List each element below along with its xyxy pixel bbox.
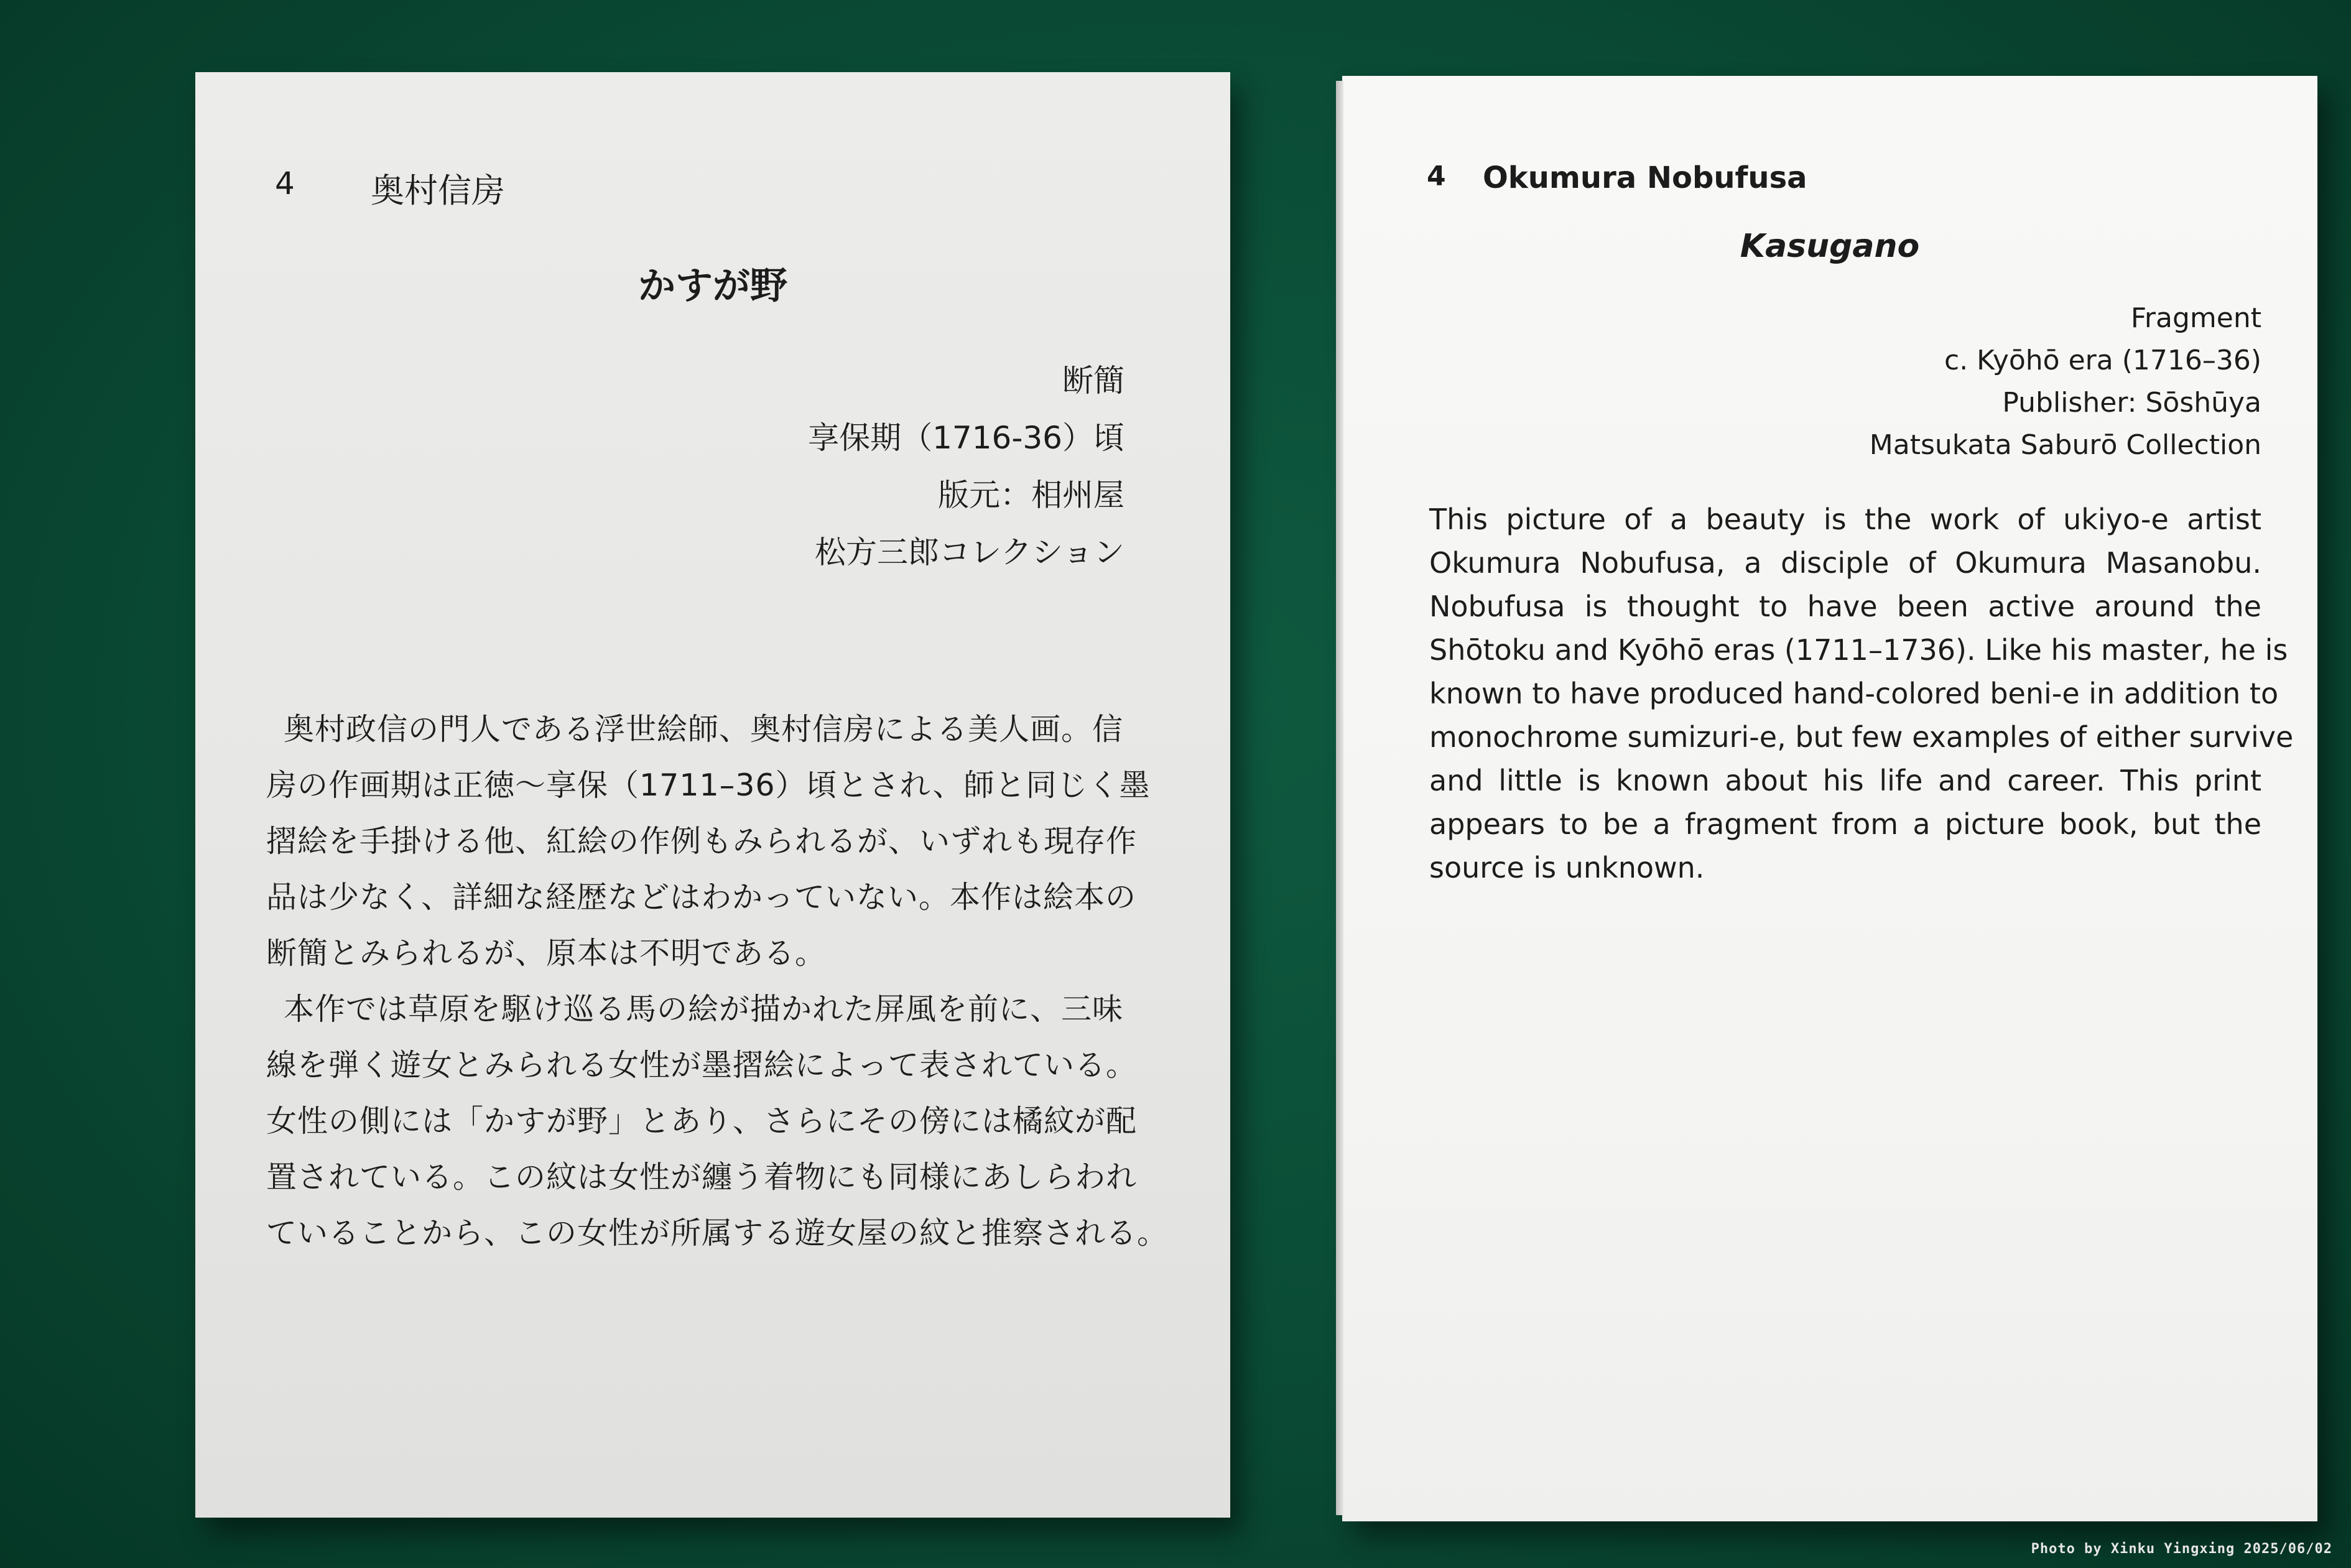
artwork-format: 断簡: [1062, 363, 1124, 399]
artwork-title: Kasugano: [1740, 228, 1920, 265]
description-line: This picture of a beauty is the work of ukiyo-e artist: [1429, 503, 2261, 536]
catalog-number: 4: [1427, 160, 1446, 192]
artwork-date: c. Kyōhō era (1716–36): [1944, 345, 2261, 376]
description-line: 本作では草原を駆け巡る馬の絵が描かれた屏風を前に、三味: [284, 991, 1124, 1027]
catalog-number: 4: [275, 165, 295, 202]
artist-name: Okumura Nobufusa: [1483, 160, 1807, 195]
english-caption-card: [1342, 76, 2317, 1521]
artwork-format: Fragment: [2130, 302, 2261, 334]
description-line: 女性の側には「かすが野」とあり、さらにその傍には橘紋が配: [266, 1103, 1138, 1139]
artwork-publisher: 版元：相州屋: [938, 477, 1124, 513]
description-line: 断簡とみられるが、原本は不明である。: [266, 935, 827, 971]
description-line: 置されている。この紋は女性が纏う着物にも同様にあしらわれ: [266, 1159, 1138, 1195]
artist-name: 奥村信房: [371, 171, 505, 210]
description-line: monochrome sumizuri-e, but few examples of either survive: [1429, 720, 2294, 754]
description-line: ていることから、この女性が所属する遊女屋の紋と推察される。: [266, 1215, 1169, 1251]
artwork-title: かすが野: [638, 264, 787, 308]
photo-credit-watermark: Photo by Xinku Yingxing 2025/06/02: [2031, 1541, 2332, 1557]
japanese-caption-card: [195, 72, 1230, 1518]
description-line: Shōtoku and Kyōhō eras (1711–1736). Like his master, he is: [1429, 633, 2288, 667]
artwork-date: 享保期（1716-36）頃: [808, 420, 1124, 456]
description-line: Nobufusa is thought to have been active around the: [1429, 590, 2261, 623]
artwork-collection: Matsukata Saburō Collection: [1869, 429, 2261, 461]
description-line: known to have produced hand-colored beni-e in addition to: [1429, 677, 2279, 710]
description-line: 奥村政信の門人である浮世絵師、奥村信房による美人画。信: [284, 712, 1124, 747]
description-line: 線を弾く遊女とみられる女性が墨摺絵によって表されている。: [266, 1047, 1138, 1083]
description-line: and little is known about his life and career. This print: [1429, 764, 2261, 797]
description-line: 摺絵を手掛ける他、紅絵の作例もみられるが、いずれも現存作: [266, 823, 1138, 859]
artwork-collection: 松方三郎コレクション: [815, 534, 1124, 570]
artwork-publisher: Publisher: Sōshūya: [2002, 387, 2261, 419]
description-line: 品は少なく、詳細な経歴などはわかっていない。本作は絵本の: [266, 879, 1137, 915]
description-line: Okumura Nobufusa, a disciple of Okumura Masanobu.: [1429, 546, 2261, 580]
description-line: source is unknown.: [1429, 851, 1705, 884]
description-line: 房の作画期は正徳〜享保（1711–36）頃とされ、師と同じく墨: [266, 768, 1151, 803]
description-line: appears to be a fragment from a picture book, but the: [1429, 807, 2261, 841]
